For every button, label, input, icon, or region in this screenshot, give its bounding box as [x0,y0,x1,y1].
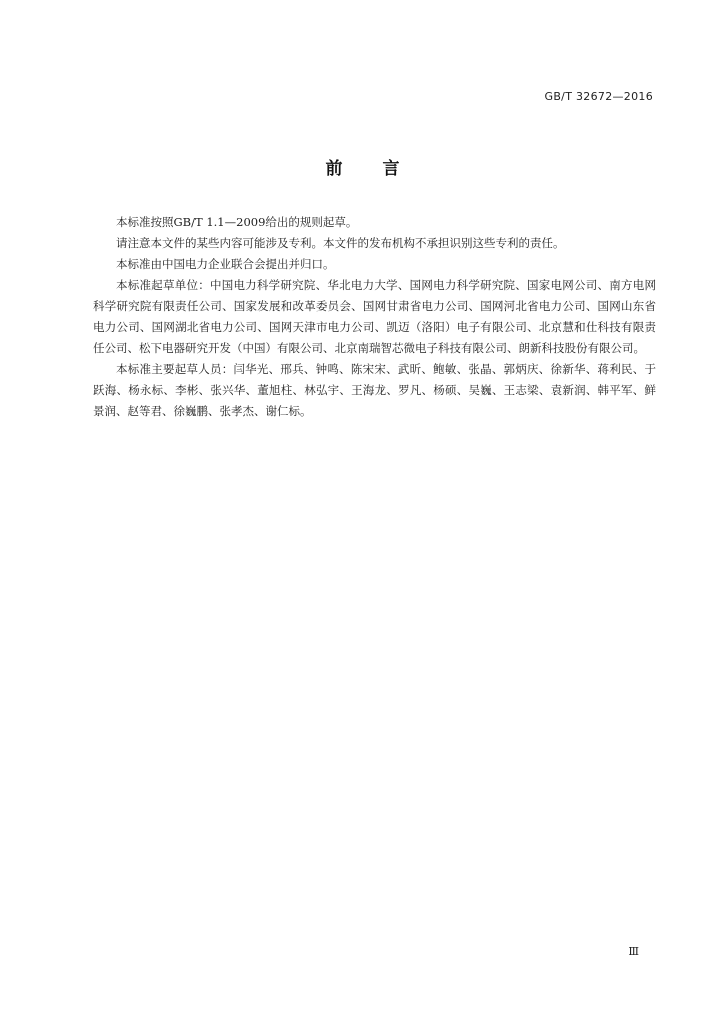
paragraph-patent-notice: 请注意本文件的某些内容可能涉及专利。本文件的发布机构不承担识别这些专利的责任。 [116,236,565,250]
page-number: Ⅲ [628,945,639,958]
standard-number: GB/T 32672—2016 [544,90,653,103]
page-title: 前言 [325,159,440,179]
paragraph-drafting-organizations: 本标准起草单位：中国电力科学研究院、华北电力大学、国网电力科学研究院、国家电网公司、南方电网科学研究院有限责任公司、国家发展和改革委员会、国网甘肃省电力公司、国网河北省电力公司、国网山东省电力公司、国网湖北省电力公司、国网天津市电力公司、凯迈（洛阳）电子有限公司、北京慧和仕科技有限责任公司、松下电器研究开发（中国）有限公司、北京南瑞智芯微电子科技有限公司、朗新科技股份有限公司。 [93,278,656,355]
paragraph-drafting-rules: 本标准按照GB/T 1.1—2009给出的规则起草。 [116,215,358,229]
paragraph-proposer: 本标准由中国电力企业联合会提出并归口。 [116,257,335,271]
paragraph-drafters: 本标准主要起草人员：闫华光、邢兵、钟鸣、陈宋宋、武昕、鲍敏、张晶、郭炳庆、徐新华、蒋利民、于跃海、杨永标、李彬、张兴华、董旭柱、林弘宇、王海龙、罗凡、杨硕、吴巍、王志梁、袁新润、韩平军、鲜景润、赵等君、徐巍鹏、张孝杰、谢仁标。 [93,362,656,418]
foreword-body [93,212,656,422]
